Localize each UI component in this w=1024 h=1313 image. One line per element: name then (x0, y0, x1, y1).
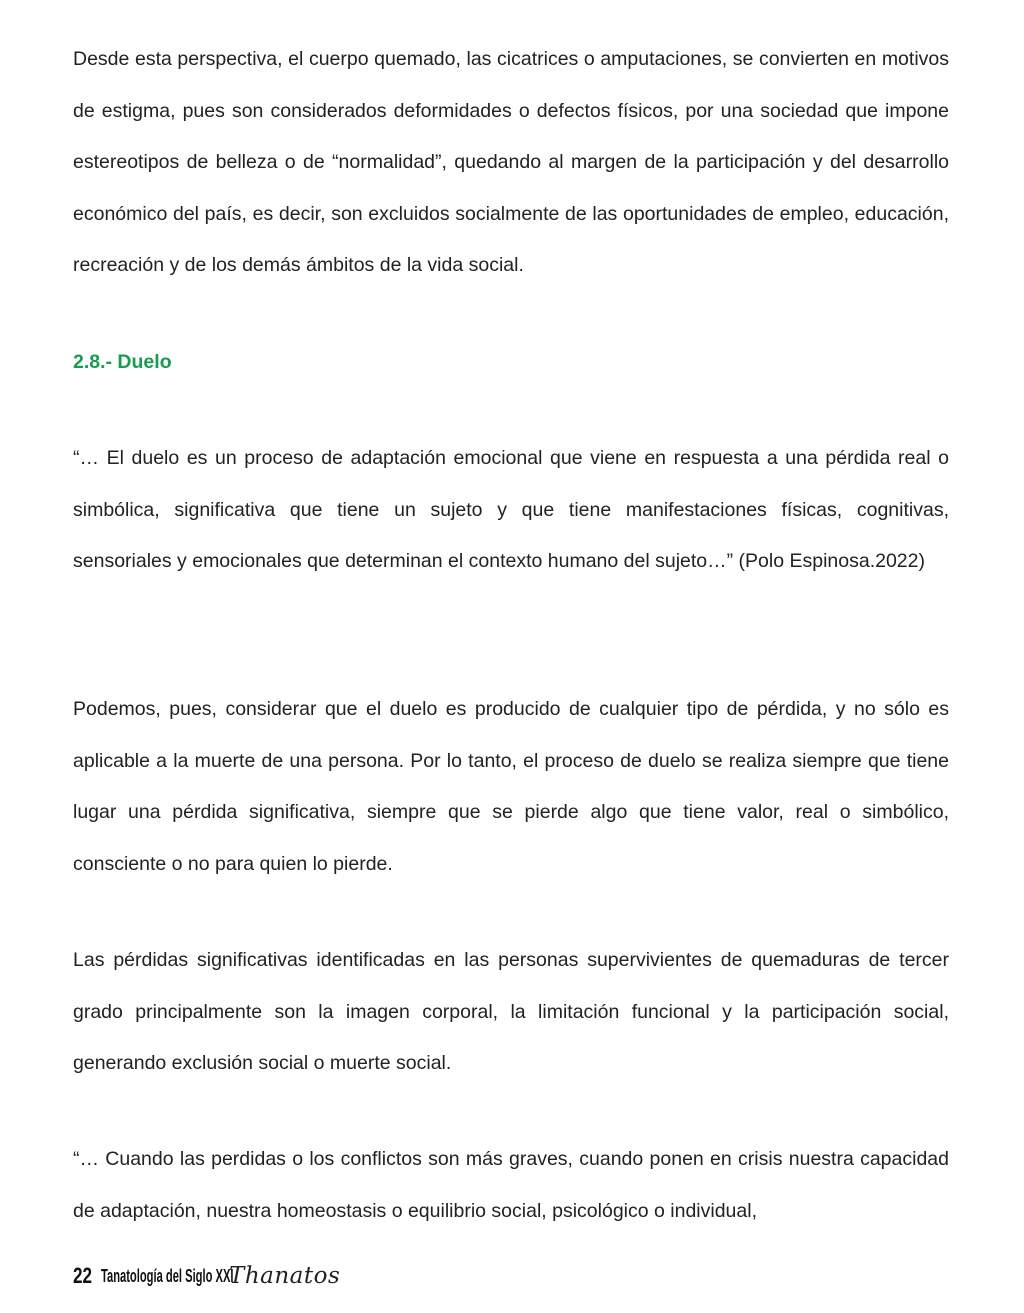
thanatos-logo: Thanatos (229, 1263, 341, 1289)
page-number: 22 (73, 1263, 93, 1288)
paragraph-perdidas-significativas: Las pérdidas significativas identificadas en las personas supervivientes de quemaduras de tercer grado principalmente son la imagen corporal, la limitación funcional y la participación social, generando exclusión social o muerte social. (73, 949, 949, 1075)
page-footer (73, 1258, 340, 1294)
section-heading-duelo: 2.8.- Duelo (73, 351, 172, 373)
paragraph-quote-duelo: “… El duelo es un proceso de adaptación emocional que viene en respuesta a una pérdida real o simbólica, significativa que tiene un sujeto y que tiene manifestaciones físicas, cognitivas, sensoriales y emocionales que determinan el contexto humano del sujeto…” (Polo Espinosa.2022) (73, 447, 949, 573)
paragraph-stigma: Desde esta perspectiva, el cuerpo quemado, las cicatrices o amputaciones, se convierten en motivos de estigma, pues son considerados deformidades o defectos físicos, por una sociedad que impone estereotipos de belleza o de “normalidad”, quedando al margen de la participación y del desarrollo económico del país, es decir, son excluidos socialmente de las oportunidades de empleo, educación, recreación y de los demás ámbitos de la vida social. (73, 48, 949, 277)
publication-title: Tanatología del Siglo XXI (101, 1265, 234, 1286)
paragraph-perdida: Podemos, pues, considerar que el duelo es producido de cualquier tipo de pérdida, y no sólo es aplicable a la muerte de una persona. Por lo tanto, el proceso de duelo se realiza siempre que tiene lugar una pérdida significativa, siempre que se pierde algo que tiene valor, real o simbólico, consciente o no para quien lo pierde. (73, 698, 949, 875)
paragraph-quote-conflictos: “… Cuando las perdidas o los conflictos son más graves, cuando ponen en crisis nuestra capacidad de adaptación, nuestra homeostasis o equilibrio social, psicológico o individual, (73, 1148, 949, 1222)
